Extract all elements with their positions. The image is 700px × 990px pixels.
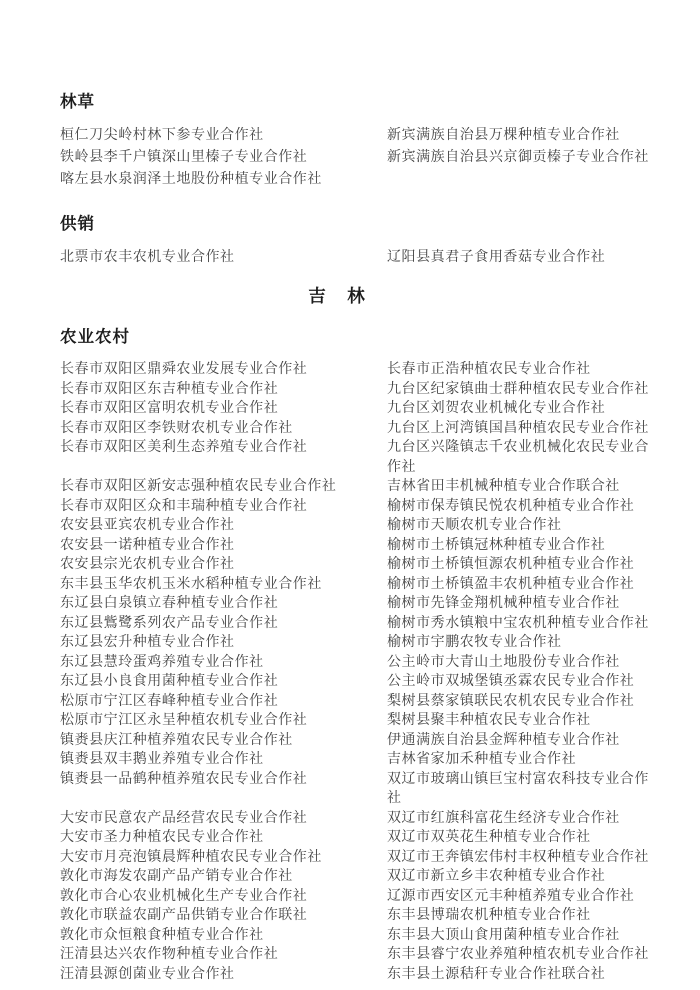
coop-name-left: 敦化市海发农副产品产销专业合作社 bbox=[60, 869, 293, 884]
coop-name-right: 东丰县大顶山食用菌种植专业合作社 bbox=[387, 927, 620, 943]
coop-name-right: 新宾满族自治县兴京御贡榛子专业合作社 bbox=[387, 150, 649, 165]
coop-name-left: 长春市双阳区李铁财农机专业合作社 bbox=[60, 420, 293, 436]
coop-name-left: 长春市双阳区东吉种植专业合作社 bbox=[60, 381, 279, 397]
coop-name-right: 东丰县土源秸秆专业合作社联合社 bbox=[387, 966, 606, 982]
coop-name-left: 东辽县宏升种植专业合作社 bbox=[60, 635, 235, 650]
coop-row bbox=[60, 360, 660, 380]
coop-name-left: 农安县一诺种植专业合作社 bbox=[60, 537, 235, 553]
coop-name-left: 东辽县鴜鹭系列农产品专业合作社 bbox=[60, 615, 279, 631]
coop-name-left: 北票市农丰农机专业合作社 bbox=[60, 250, 235, 265]
coop-name-right: 九台区纪家镇曲士群种植农民专业合作社 bbox=[387, 381, 649, 397]
coop-row bbox=[60, 653, 660, 673]
coop-row bbox=[60, 731, 660, 751]
section-title-forestry: 林草 bbox=[60, 92, 95, 111]
coop-row bbox=[60, 516, 660, 536]
coop-name-right: 长春市正浩种植农民专业合作社 bbox=[387, 362, 591, 377]
coop-row bbox=[60, 575, 660, 595]
coop-name-right: 辽阳县真君子食用香菇专业合作社 bbox=[387, 250, 606, 265]
coop-name-left: 敦化市众恒粮食种植专业合作社 bbox=[60, 927, 264, 943]
coop-row bbox=[60, 633, 660, 653]
coop-name-left: 大安市月亮泡镇晨辉种植农民专业合作社 bbox=[60, 849, 322, 865]
coop-name-right: 伊通满族自治县金辉种植专业合作社 bbox=[387, 732, 620, 748]
coop-name-left: 汪清县达兴农作物种植专业合作社 bbox=[60, 947, 279, 962]
coop-name-right bbox=[387, 169, 655, 191]
coop-name-left: 东丰县玉华农机玉米水稻种植专业合作社 bbox=[60, 576, 322, 592]
coop-name-right: 双辽市王奔镇宏伟村丰权种植专业合作社 bbox=[387, 849, 649, 865]
coop-name-right: 九台区兴隆镇志千农业机械化农民专业合作社 bbox=[387, 440, 649, 475]
coop-row bbox=[60, 828, 660, 848]
coop-name-right: 吉林省田丰机械种植专业合作联合社 bbox=[387, 479, 620, 494]
coop-row bbox=[60, 614, 660, 634]
province-title: 吉 林 bbox=[308, 286, 367, 306]
coop-row bbox=[60, 906, 660, 926]
coop-name-right: 双辽市玻璃山镇巨宝村富农科技专业合作社 bbox=[387, 771, 649, 806]
coop-name-left: 桓仁刀尖岭村林下参专业合作社 bbox=[60, 128, 264, 143]
coop-name-right: 榆树市土桥镇恒源农机种植专业合作社 bbox=[387, 557, 635, 572]
coop-row bbox=[60, 169, 660, 191]
coop-row bbox=[60, 692, 660, 712]
coop-name-right: 榆树市秀水镇粮中宝农机种植专业合作社 bbox=[387, 615, 649, 631]
coop-row bbox=[60, 380, 660, 400]
coop-name-left: 镇赉县一品鹤种植养殖农民专业合作社 bbox=[60, 771, 308, 787]
coop-name-left: 松原市宁江区春峰种植专业合作社 bbox=[60, 693, 279, 709]
coop-name-right: 公主岭市大青山土地股份专业合作社 bbox=[387, 654, 620, 670]
coop-row bbox=[60, 750, 660, 770]
coop-name-left: 长春市双阳区美利生态养殖专业合作社 bbox=[60, 440, 308, 455]
coop-name-right: 吉林省家加禾种植专业合作社 bbox=[387, 752, 577, 767]
coop-row bbox=[60, 399, 660, 419]
coop-row bbox=[60, 555, 660, 575]
coop-name-left: 铁岭县李千户镇深山里榛子专业合作社 bbox=[60, 150, 308, 165]
coop-row bbox=[60, 887, 660, 907]
coop-name-right: 双辽市新立乡丰农种植专业合作社 bbox=[387, 869, 606, 884]
coop-name-left: 长春市双阳区富明农机专业合作社 bbox=[60, 401, 279, 416]
coop-name-right: 新宾满族自治县万棵种植专业合作社 bbox=[387, 128, 620, 143]
coop-name-left: 东辽县小良食用菌种植专业合作社 bbox=[60, 674, 279, 689]
coop-row bbox=[60, 848, 660, 868]
coop-row bbox=[60, 867, 660, 887]
coop-name-right: 梨树县蔡家镇联民农机农民专业合作社 bbox=[387, 693, 635, 709]
coop-row bbox=[60, 594, 660, 614]
coop-row bbox=[60, 477, 660, 497]
coop-name-right: 公主岭市双城堡镇丞霖农民专业合作社 bbox=[387, 674, 635, 689]
coop-row bbox=[60, 125, 660, 147]
coop-name-right: 梨树县聚丰种植农民专业合作社 bbox=[387, 713, 591, 728]
section-title-supply: 供销 bbox=[60, 214, 95, 233]
coop-name-left: 长春市双阳区众和丰瑞种植专业合作社 bbox=[60, 498, 308, 514]
coop-row bbox=[60, 147, 660, 169]
coop-name-right: 榆树市天顺农机专业合作社 bbox=[387, 518, 562, 533]
coop-name-right: 榆树市保寿镇民悦农机种植专业合作社 bbox=[387, 498, 635, 514]
coop-name-left: 汪清县源创菌业专业合作社 bbox=[60, 966, 235, 982]
coop-name-left: 敦化市联益农副产品供销专业合作联社 bbox=[60, 908, 308, 923]
coop-name-right: 辽源市西安区元丰种植养殖专业合作社 bbox=[387, 888, 635, 904]
coop-row bbox=[60, 926, 660, 946]
coop-name-right: 双辽市红旗科富花生经济专业合作社 bbox=[387, 810, 620, 826]
coop-name-right: 九台区上河湾镇国昌种植农民专业合作社 bbox=[387, 420, 649, 436]
coop-row bbox=[60, 711, 660, 731]
coop-row bbox=[60, 536, 660, 556]
coop-row bbox=[60, 419, 660, 439]
coop-row bbox=[60, 965, 660, 985]
coop-name-left: 大安市民意农产品经营农民专业合作社 bbox=[60, 810, 308, 826]
coop-name-right: 榆树市先锋金翔机械种植专业合作社 bbox=[387, 596, 620, 611]
coop-name-left: 敦化市合心农业机械化生产专业合作社 bbox=[60, 888, 308, 904]
coop-name-left: 农安县亚宾农机专业合作社 bbox=[60, 518, 235, 533]
supply-coop-list bbox=[60, 247, 660, 269]
agriculture-coop-list bbox=[60, 360, 660, 984]
section-title-agriculture: 农业农村 bbox=[60, 327, 130, 346]
forestry-coop-list bbox=[60, 125, 660, 191]
coop-row bbox=[60, 497, 660, 517]
coop-name-right: 双辽市双英花生种植专业合作社 bbox=[387, 830, 591, 845]
coop-name-left: 镇赉县庆江种植养殖农民专业合作社 bbox=[60, 732, 293, 748]
coop-name-left: 东辽县慧玲蛋鸡养殖专业合作社 bbox=[60, 654, 264, 670]
coop-row bbox=[60, 770, 660, 809]
coop-name-right: 东丰县博瑞农机种植专业合作社 bbox=[387, 908, 591, 923]
coop-name-left: 东辽县白泉镇立春种植专业合作社 bbox=[60, 596, 279, 611]
coop-name-right: 九台区刘贺农业机械化专业合作社 bbox=[387, 401, 606, 416]
coop-name-left: 长春市双阳区鼎舜农业发展专业合作社 bbox=[60, 362, 308, 377]
coop-name-right: 东丰县睿宁农业养殖种植农机专业合作社 bbox=[387, 947, 649, 962]
coop-name-left: 喀左县水泉润泽土地股份种植专业合作社 bbox=[60, 172, 322, 187]
coop-name-left: 农安县宗光农机专业合作社 bbox=[60, 557, 235, 572]
coop-row bbox=[60, 809, 660, 829]
coop-row bbox=[60, 438, 660, 477]
coop-row bbox=[60, 672, 660, 692]
coop-row bbox=[60, 247, 660, 269]
coop-name-right: 榆树市土桥镇冠林种植专业合作社 bbox=[387, 537, 606, 553]
coop-name-right: 榆树市土桥镇盈丰农机种植专业合作社 bbox=[387, 576, 635, 592]
coop-name-right: 榆树市宇鹏农牧专业合作社 bbox=[387, 635, 562, 650]
coop-name-left: 长春市双阳区新安志强种植农民专业合作社 bbox=[60, 479, 337, 494]
coop-name-left: 大安市圣力种植农民专业合作社 bbox=[60, 830, 264, 845]
coop-name-left: 松原市宁江区永呈种植农机专业合作社 bbox=[60, 713, 308, 728]
coop-row bbox=[60, 945, 660, 965]
coop-name-left: 镇赉县双丰鹅业养殖专业合作社 bbox=[60, 752, 264, 767]
